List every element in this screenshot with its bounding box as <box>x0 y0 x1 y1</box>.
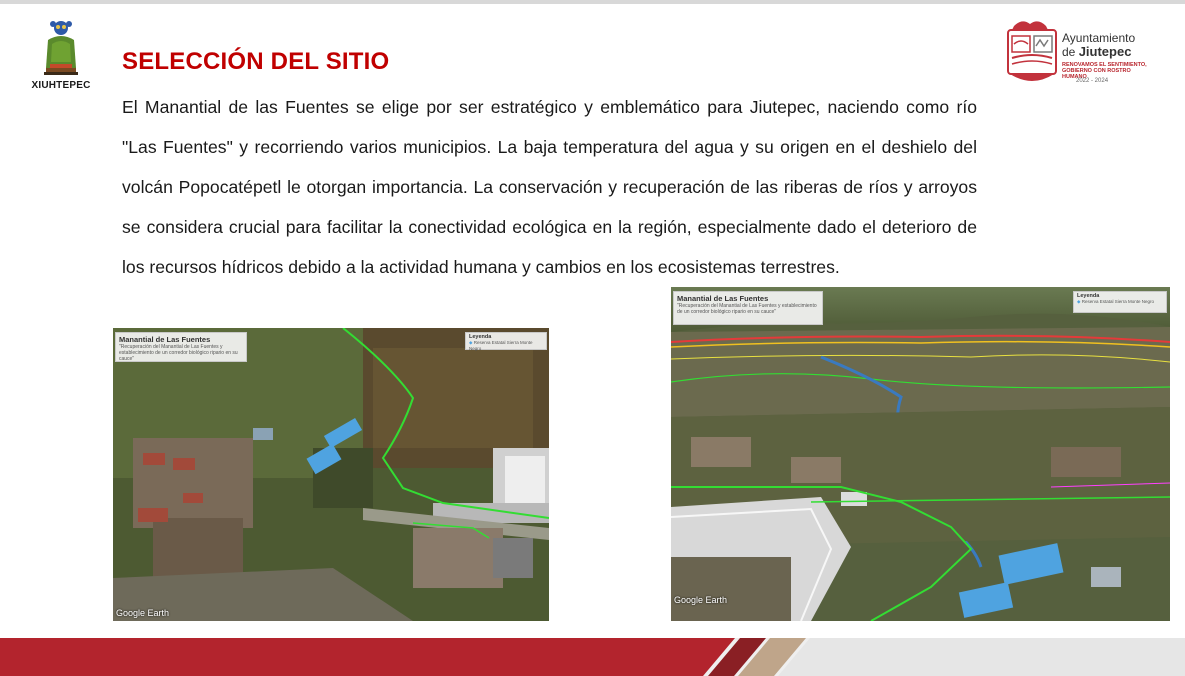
map-info-box <box>673 291 823 325</box>
ayuntamiento-label: Ayuntamiento <box>1062 31 1136 45</box>
map-info-description: "Recuperación del Manantial de Las Fuentes y establecimiento de un corredor biológico ripario en su cauce" <box>677 303 817 315</box>
xiuhtepec-logo <box>26 18 96 94</box>
aerial-map-image-1 <box>113 328 549 621</box>
slide-title: SELECCIÓN DEL SITIO <box>122 48 390 75</box>
footer-band <box>0 638 1185 676</box>
legend-item: ◆ Reserva Estatal Sierra Monte Negro <box>466 340 546 352</box>
legend-item: ◆ Reserva Estatal Sierra Monte Negro <box>1074 299 1166 306</box>
legend-title: Leyenda <box>1077 293 1100 299</box>
google-earth-watermark: Google Earth <box>116 608 170 618</box>
footer-stripes <box>0 638 1185 676</box>
jiutepec-label: de Jiutepec <box>1062 44 1132 59</box>
period-label: 2022 - 2024 <box>1076 78 1109 84</box>
map-info-title: Manantial de Las Fuentes <box>119 335 211 344</box>
slide <box>0 4 1185 676</box>
jiutepec-crest-icon <box>1004 16 1060 90</box>
google-earth-watermark: Google Earth <box>674 595 728 605</box>
map-info-title: Manantial de Las Fuentes <box>677 294 769 303</box>
xiuhtepec-glyph-icon <box>40 18 82 78</box>
slogan-label: RENOVAMOS EL SENTIMIENTO, GOBIERNO CON ROSTRO HUMANO <box>1062 62 1147 80</box>
legend-title: Leyenda <box>469 334 492 340</box>
map-legend <box>465 332 547 350</box>
jiutepec-logo <box>1004 16 1154 92</box>
slide-body-text: El Manantial de las Fuentes se elige por ser estratégico y emblemático para Jiutepec, naciendo como río "Las Fuentes" y recorriendo varios municipios. La baja temperatura del agua y su origen en el deshielo del volcán Popocatépetl le otorgan importancia. La conservación y recuperación de las riberas de ríos y arroyos se considera crucial para facilitar la conectividad ecológica en la región, especialmente dado el deterioro de los recursos hídricos debido a la actividad humana y cambios en los ecosistemas terrestres. <box>122 97 977 277</box>
aerial-map-image-2 <box>671 287 1170 621</box>
xiuhtepec-caption: XIUHTEPEC <box>31 80 91 91</box>
map-legend <box>1073 291 1167 313</box>
map-info-description: "Recuperación del Manantial de Las Fuentes y establecimiento de un corredor biológico ripario en su cauce" <box>119 344 238 362</box>
map-info-box <box>115 332 247 362</box>
